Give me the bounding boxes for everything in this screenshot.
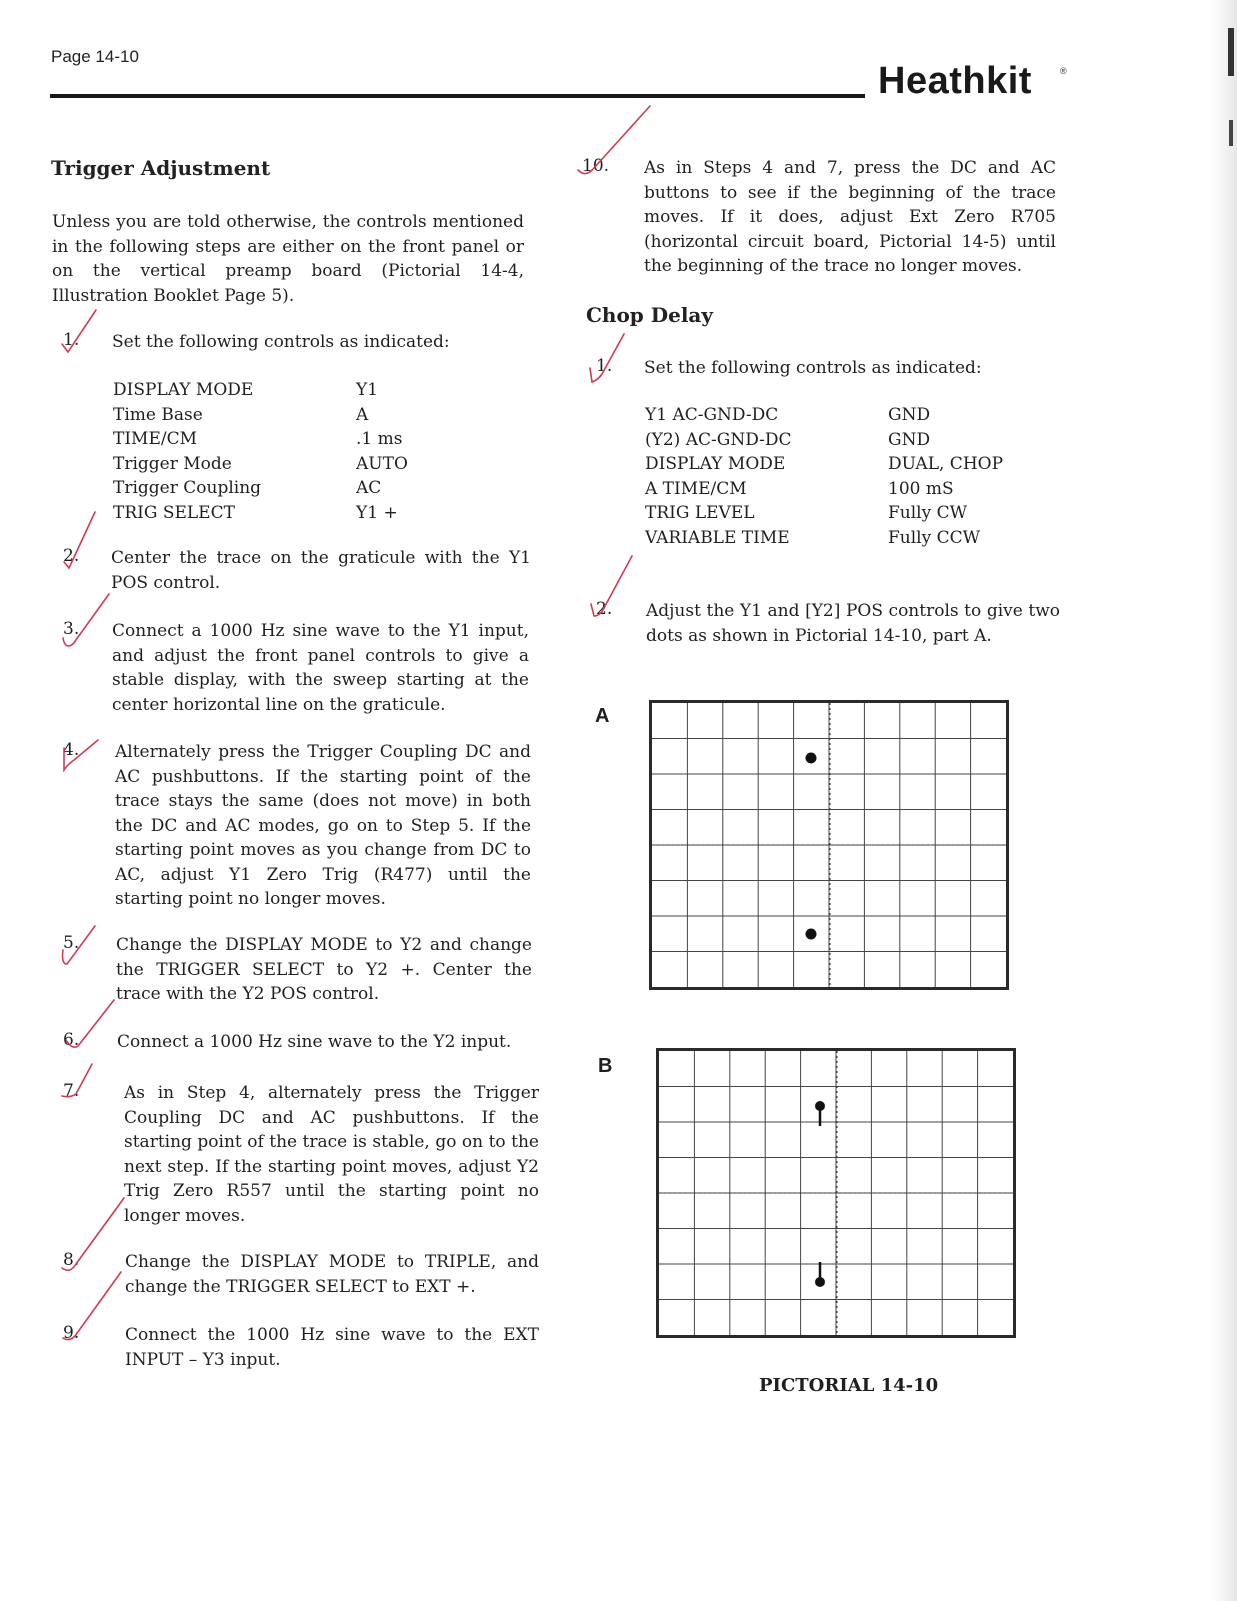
brand-logo: Heathkit [878, 60, 1032, 102]
check-mark [591, 556, 632, 616]
control-name: Time Base [113, 404, 203, 425]
control-name: TRIG SELECT [113, 502, 235, 523]
step-number: 2. [63, 546, 80, 566]
control-value: AUTO [356, 453, 408, 474]
step-text: Change the DISPLAY MODE to Y2 and change the TRIGGER SELECT to Y2 +. Center the trace with the Y2 POS control. [116, 935, 532, 1004]
step-number: 8. [63, 1250, 80, 1270]
step-text: Center the trace on the graticule with the Y1 POS control. [111, 548, 531, 593]
control-value: A [356, 404, 369, 425]
step-number: 5. [63, 933, 80, 953]
check-mark [64, 512, 95, 568]
check-mark [63, 1272, 121, 1340]
check-mark [63, 594, 109, 646]
panel-b-label: B [598, 1055, 613, 1077]
step-text: As in Steps 4 and 7, press the DC and AC buttons to see if the beginning of the trace moves. If it does, adjust Ext Zero R705 (horizontal circuit board, Pictorial 14-5) until the beginning of the trace no longer moves. [644, 158, 1056, 276]
check-mark [62, 310, 96, 352]
control-value: Y1 [356, 380, 379, 400]
control-name: A TIME/CM [645, 478, 747, 499]
step-number: 4. [63, 740, 80, 760]
step-number: 2. [596, 599, 613, 619]
section-title: Chop Delay [586, 303, 713, 327]
step-text: Connect a 1000 Hz sine wave to the Y2 input. [117, 1032, 512, 1052]
step-text: Set the following controls as indicated: [644, 358, 982, 378]
check-mark [590, 334, 624, 382]
step-text: Adjust the Y1 and [Y2] POS controls to give two dots as shown in Pictorial 14-10, part A. [646, 601, 1060, 646]
step-number: 9. [63, 1323, 80, 1343]
page-number: Page 14-10 [51, 47, 139, 66]
section-title: Trigger Adjustment [51, 156, 271, 180]
control-name: Trigger Mode [113, 453, 232, 474]
step-number: 6. [63, 1030, 80, 1050]
control-value: DUAL, CHOP [888, 454, 1004, 474]
step-text: Change the DISPLAY MODE to TRIPLE, and change the TRIGGER SELECT to EXT +. [125, 1252, 539, 1297]
control-name: DISPLAY MODE [113, 380, 254, 400]
step-number: 1. [596, 356, 613, 376]
control-value: Fully CW [888, 503, 968, 523]
step-text: Alternately press the Trigger Coupling DC and AC pushbuttons. If the starting point of the trace stays the same (does not move) in both the DC and AC modes, go on to Step 5. If the starting point moves as you change from DC to AC, adjust Y1 Zero Trig (R477) until the starting point no longer moves. [115, 742, 531, 909]
step-text: Set the following controls as indicated: [112, 332, 450, 352]
step-text: As in Step 4, alternately press the Trigger Coupling DC and AC pushbuttons. If the starting point of the trace is stable, go on to the next step. If the starting point moves, adjust Y2 Trig Zero R557 until the starting point no longer moves. [124, 1083, 539, 1226]
check-mark [62, 1064, 92, 1097]
intro-paragraph: Unless you are told otherwise, the controls mentioned in the following steps are either on the front panel or on the vertical preamp board (Pictorial 14-4, Illustration Booklet Page 5). [52, 212, 524, 306]
control-name: Trigger Coupling [113, 478, 262, 498]
check-mark [62, 1198, 124, 1270]
step-number: 3. [63, 619, 80, 639]
control-name: VARIABLE TIME [645, 527, 790, 548]
control-name: DISPLAY MODE [645, 454, 786, 474]
control-value: Fully CCW [888, 527, 981, 548]
control-value: AC [356, 478, 382, 498]
registered-mark: ® [1060, 66, 1067, 76]
control-value: .1 ms [356, 429, 403, 449]
control-value: 100 mS [888, 478, 954, 499]
check-mark [64, 740, 98, 770]
panel-a-label: A [595, 705, 610, 727]
step-text: Connect a 1000 Hz sine wave to the Y1 input, and adjust the front panel controls to give a stable display, with the sweep starting at the center horizontal line on the graticule. [112, 621, 529, 715]
pictorial-caption: PICTORIAL 14-10 [759, 1375, 939, 1396]
control-name: (Y2) AC-GND-DC [645, 429, 792, 450]
step-number: 7. [63, 1081, 80, 1101]
control-name: TRIG LEVEL [645, 503, 755, 523]
control-value: GND [888, 405, 931, 425]
check-mark [63, 926, 96, 964]
check-mark [66, 1000, 114, 1047]
check-mark [578, 106, 650, 174]
step-text: Connect the 1000 Hz sine wave to the EXT INPUT – Y3 input. [125, 1325, 539, 1370]
step-number: 10. [582, 156, 610, 176]
control-name: Y1 AC-GND-DC [645, 405, 779, 425]
step-number: 1. [63, 330, 80, 350]
control-value: Y1 + [356, 502, 398, 523]
control-value: GND [888, 429, 931, 450]
control-name: TIME/CM [113, 429, 198, 449]
